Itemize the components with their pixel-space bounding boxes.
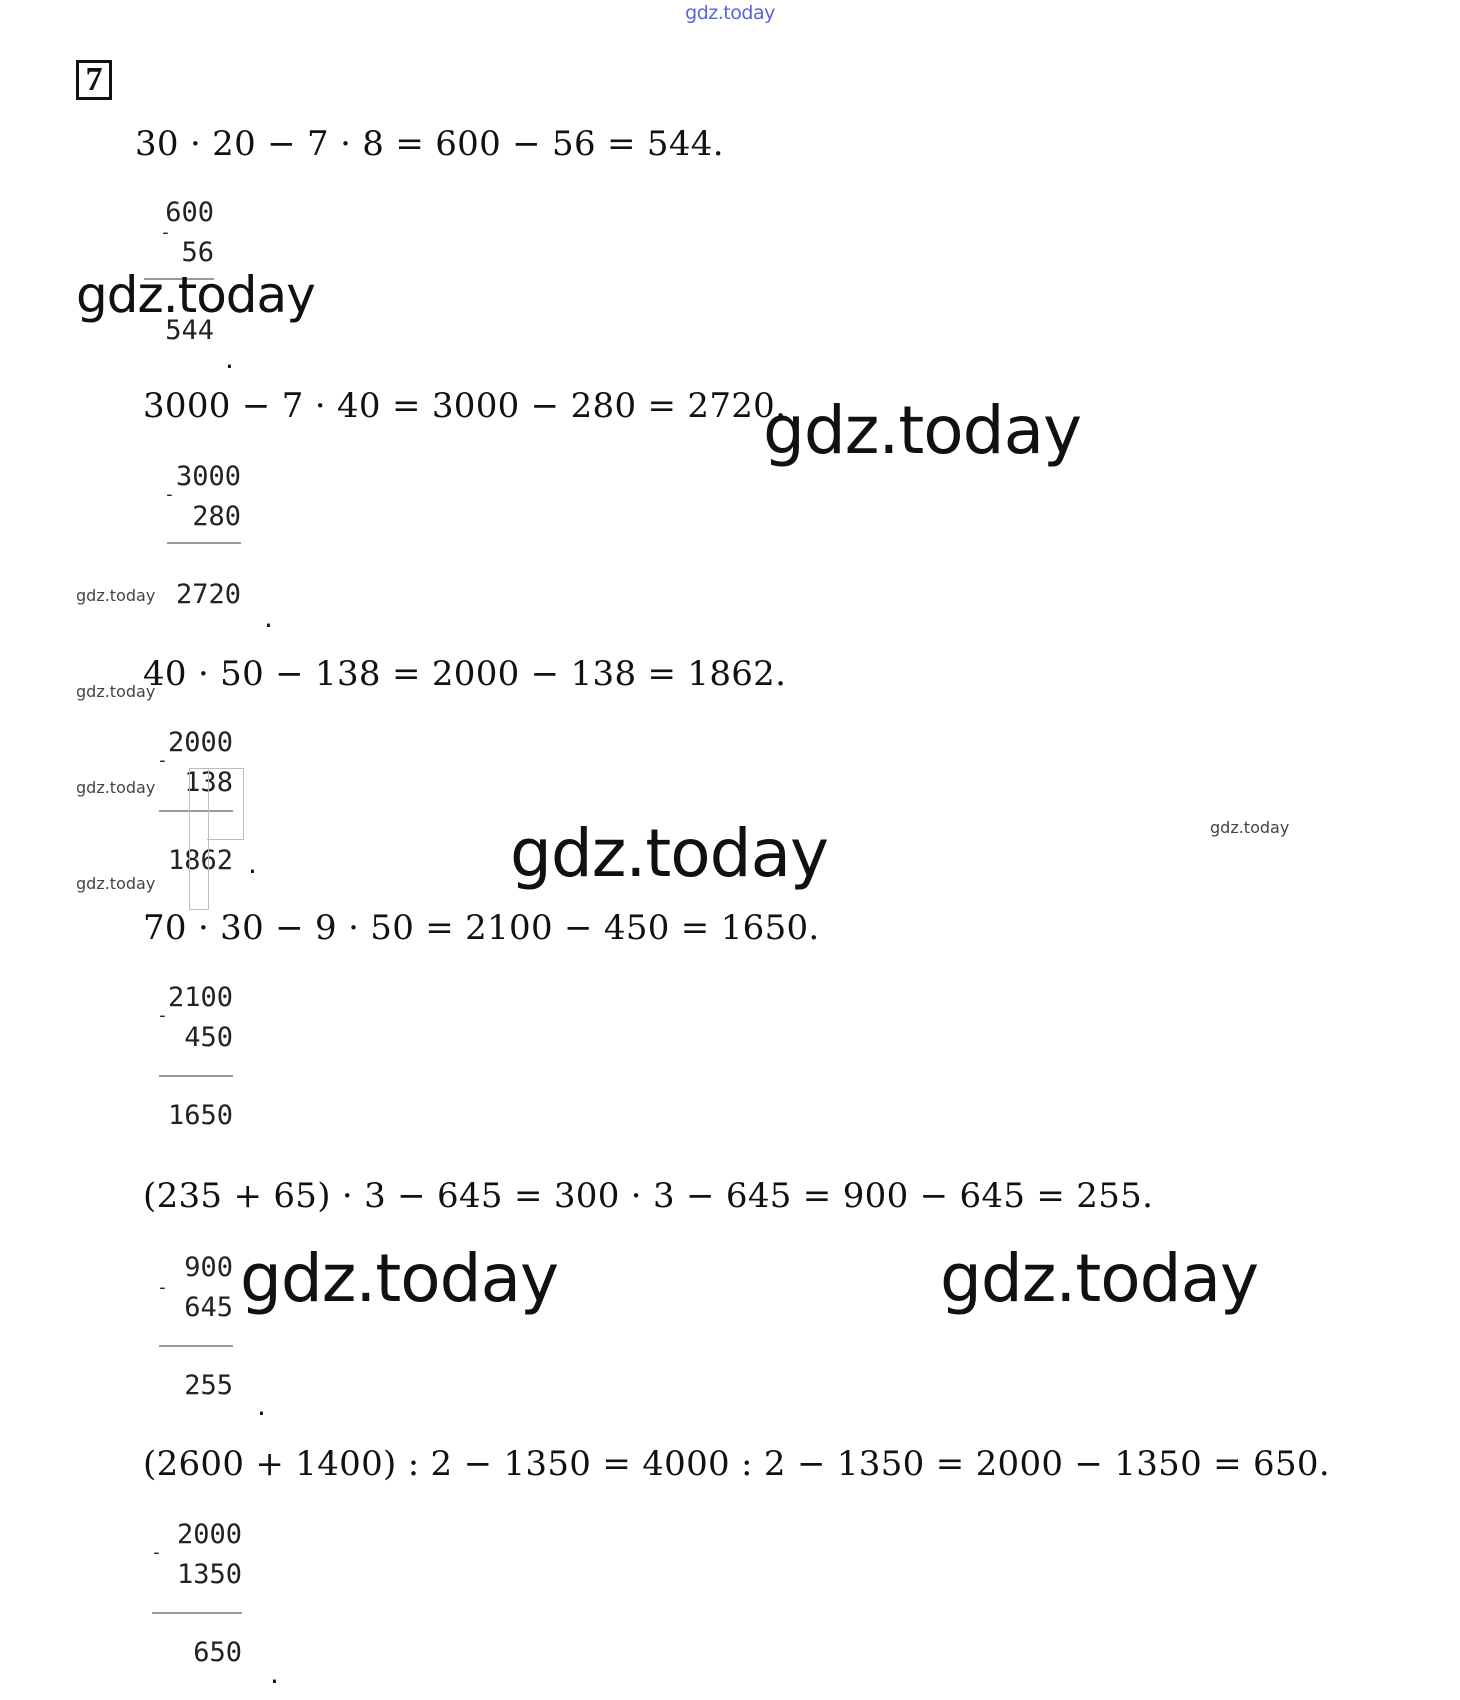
watermark-large: gdz.today [940, 1240, 1259, 1317]
subtrahend: 1350 [176, 1559, 242, 1590]
subtraction-line [159, 1075, 233, 1077]
subtrahend: 645 [184, 1292, 233, 1323]
subtrahend: 56 [181, 237, 214, 268]
equation-4: 70 · 30 − 9 · 50 = 2100 − 450 = 1650. [143, 908, 820, 948]
watermark-small: gdz.today [76, 778, 156, 797]
result: 1650 [167, 1100, 233, 1131]
minus-sign: - [157, 1277, 168, 1298]
task-number: 7 [76, 60, 112, 100]
equation-2: 3000 − 7 · 40 = 3000 − 280 = 2720. [143, 386, 787, 426]
minus-sign: - [157, 750, 168, 771]
watermark-large: gdz.today [240, 1240, 559, 1317]
period-mark: . [225, 342, 234, 375]
minuend: 900 [184, 1252, 233, 1283]
watermark-small: gdz.today [1210, 818, 1290, 837]
selection-frame [207, 768, 244, 840]
subtrahend: 280 [192, 501, 241, 532]
subtrahend: 450 [184, 1022, 233, 1053]
minus-sign: - [157, 1005, 168, 1026]
minus-sign: - [151, 1542, 162, 1563]
watermark-large: gdz.today [76, 266, 315, 324]
result: 544 [165, 315, 214, 346]
selection-frame [189, 768, 209, 910]
watermark-small: gdz.today [76, 682, 156, 701]
column-subtraction-5 [143, 1253, 233, 1403]
column-subtraction-2 [151, 462, 241, 612]
minus-sign: - [164, 484, 175, 505]
minuend: 2000 [167, 727, 233, 758]
column-subtraction-6 [152, 1520, 242, 1670]
period-mark: . [248, 847, 257, 880]
result: 255 [184, 1370, 233, 1401]
period-mark: . [257, 1389, 266, 1422]
minuend: 2000 [176, 1519, 242, 1550]
minuend: 2100 [167, 982, 233, 1013]
result: 650 [193, 1637, 242, 1668]
minuend: 600 [165, 197, 214, 228]
equation-1: 30 · 20 − 7 · 8 = 600 − 56 = 544. [135, 124, 724, 164]
period-mark: . [270, 1657, 279, 1690]
result: 2720 [175, 579, 241, 610]
equation-5: (235 + 65) · 3 − 645 = 300 · 3 − 645 = 900 − 645 = 255. [143, 1176, 1154, 1216]
column-subtraction-4 [143, 983, 233, 1133]
watermark-small: gdz.today [76, 874, 156, 893]
watermark-large: gdz.today [763, 392, 1082, 469]
watermark-top: gdz.today [685, 2, 775, 24]
minuend: 3000 [175, 461, 241, 492]
watermark-small: gdz.today [76, 586, 156, 605]
subtraction-line [152, 1612, 242, 1614]
subtrahend: 138 [184, 767, 233, 798]
watermark-large: gdz.today [510, 815, 829, 892]
result: 1862 [167, 845, 233, 876]
equation-3: 40 · 50 − 138 = 2000 − 138 = 1862. [143, 654, 787, 694]
period-mark: . [264, 601, 273, 634]
subtraction-line [159, 1345, 233, 1347]
minus-sign: - [160, 222, 171, 243]
subtraction-line [167, 542, 241, 544]
equation-6: (2600 + 1400) : 2 − 1350 = 4000 : 2 − 1350 = 2000 − 1350 = 650. [143, 1444, 1330, 1484]
